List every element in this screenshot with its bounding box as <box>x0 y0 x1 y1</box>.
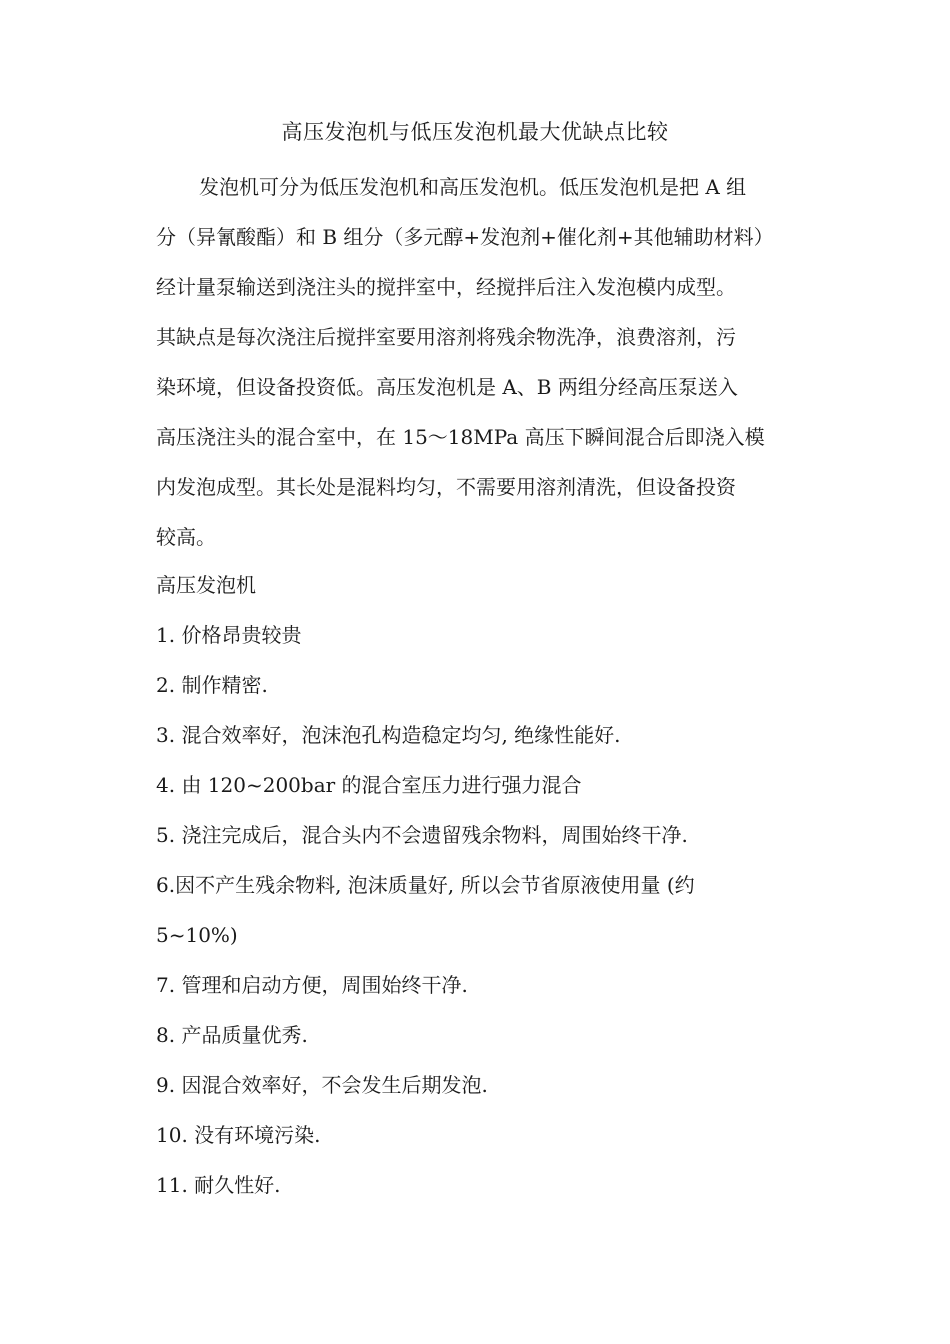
document-title: 高压发泡机与低压发泡机最大优缺点比较 <box>281 120 669 144</box>
intro-line-6: 高压浇注头的混合室中，在 15～18MPa 高压下瞬间混合后即浇入模 <box>156 425 765 449</box>
list-item-11: 11. 耐久性好. <box>156 1173 281 1197</box>
list-item-4: 4. 由 120~200bar 的混合室压力进行强力混合 <box>156 773 582 797</box>
intro-line-1: 发泡机可分为低压发泡机和高压发泡机。低压发泡机是把 A 组 <box>199 175 747 199</box>
list-item-5: 5. 浇注完成后，混合头内不会遗留残余物料，周围始终干净. <box>156 823 688 847</box>
list-item-1: 1. 价格昂贵较贵 <box>156 623 302 647</box>
list-item-2: 2. 制作精密. <box>156 673 268 697</box>
list-item-10: 10. 没有环境污染. <box>156 1123 321 1147</box>
list-item-6-continued: 5~10%) <box>156 923 238 947</box>
list-item-9: 9. 因混合效率好，不会发生后期发泡. <box>156 1073 488 1097</box>
intro-line-4: 其缺点是每次浇注后搅拌室要用溶剂将残余物洗净，浪费溶剂，污 <box>156 325 736 349</box>
list-item-3: 3. 混合效率好，泡沫泡孔构造稳定均匀, 绝缘性能好. <box>156 723 621 747</box>
intro-line-7: 内发泡成型。其长处是混料均匀，不需要用溶剂清洗，但设备投资 <box>156 475 736 499</box>
intro-line-8: 较高。 <box>156 525 216 549</box>
intro-line-2: 分（异氰酸酯）和 B 组分（多元醇+发泡剂+催化剂+其他辅助材料） <box>156 225 774 249</box>
intro-line-5: 染环境，但设备投资低。高压发泡机是 A、B 两组分经高压泵送入 <box>156 375 738 399</box>
list-item-6: 6.因不产生残余物料, 泡沫质量好, 所以会节省原液使用量 (约 <box>156 873 695 897</box>
list-item-7: 7. 管理和启动方便，周围始终干净. <box>156 973 468 997</box>
list-item-8: 8. 产品质量优秀. <box>156 1023 308 1047</box>
intro-line-3: 经计量泵输送到浇注头的搅拌室中，经搅拌后注入发泡模内成型。 <box>156 275 736 299</box>
section-heading: 高压发泡机 <box>156 573 256 597</box>
